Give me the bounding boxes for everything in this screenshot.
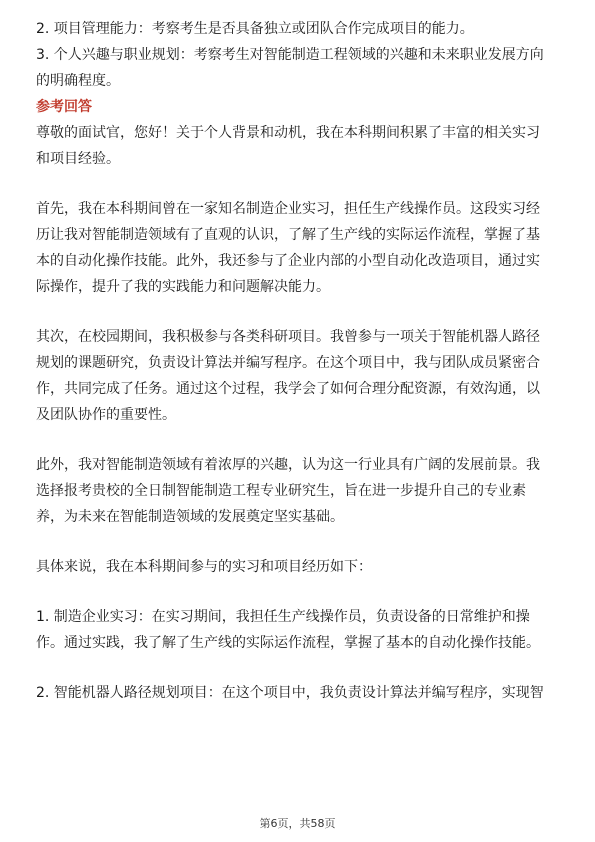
paragraph-line: 首先，我在本科期间曾在一家知名制造企业实习，担任生产线操作员。这段实习经 <box>36 201 540 217</box>
paragraph-line: 本的自动化操作技能。此外，我还参与了企业内部的小型自动化改造项目，通过实 <box>36 253 540 269</box>
paragraph-gap <box>36 656 576 680</box>
paragraph-gap <box>36 530 576 554</box>
paragraph-line: 选择报考贵校的全日制智能制造工程专业研究生，旨在进一步提升自己的专业素 <box>36 483 526 499</box>
paragraph-line: 及团队协作的重要性。 <box>36 407 176 423</box>
paragraph-research <box>36 324 576 428</box>
document-page <box>36 16 576 706</box>
paragraph-interest <box>36 452 576 530</box>
paragraph-line: 尊敬的面试官，您好！关于个人背景和动机，我在本科期间积累了丰富的相关实习 <box>36 125 540 141</box>
paragraph-gap <box>36 172 576 196</box>
paragraph-line: 其次，在校园期间，我积极参与各类科研项目。我曾参与一项关于智能机器人路径 <box>36 329 540 345</box>
paragraph-gap <box>36 300 576 324</box>
experience-item-1 <box>36 604 576 656</box>
paragraph-line: 具体来说，我在本科期间参与的实习和项目经历如下： <box>36 559 372 575</box>
paragraph-line: 历让我对智能制造领域有了直观的认识，了解了生产线的实际运作流程，掌握了基 <box>36 227 540 243</box>
paragraph-internship <box>36 196 576 300</box>
criteria-list <box>36 16 576 94</box>
paragraph-line: 规划的课题研究，负责设计算法并编写程序。在这个项目中，我与团队成员紧密合 <box>36 355 540 371</box>
paragraph-line: 作，共同完成了任务。通过这个过程，我学会了如何合理分配资源，有效沟通，以 <box>36 381 540 397</box>
page-number: 第6页，共58页 <box>259 817 336 830</box>
criteria-item-3: 3. 个人兴趣与职业规划：考察考生对智能制造工程领域的兴趣和未来职业发展方向 <box>36 47 544 63</box>
paragraph-line: 和项目经验。 <box>36 151 120 167</box>
paragraph-summary <box>36 554 576 580</box>
experience-item-2 <box>36 680 576 706</box>
paragraph-line: 际操作，提升了我的实践能力和问题解决能力。 <box>36 279 330 295</box>
paragraph-line: 此外，我对智能制造领域有着浓厚的兴趣，认为这一行业具有广阔的发展前景。我 <box>36 457 540 473</box>
paragraph-gap <box>36 580 576 604</box>
paragraph-line: 养，为未来在智能制造领域的发展奠定坚实基础。 <box>36 509 344 525</box>
paragraph-line: 1. 制造企业实习：在实习期间，我担任生产线操作员，负责设备的日常维护和操 <box>36 609 530 625</box>
paragraph-line: 2. 智能机器人路径规划项目：在这个项目中，我负责设计算法并编写程序，实现智 <box>36 685 544 701</box>
paragraph-line: 作。通过实践，我了解了生产线的实际运作流程，掌握了基本的自动化操作技能。 <box>36 635 540 651</box>
criteria-item-2: 2. 项目管理能力：考察考生是否具备独立或团队合作完成项目的能力。 <box>36 21 474 37</box>
criteria-item-3-cont: 的明确程度。 <box>36 73 120 89</box>
intro-paragraph <box>36 120 576 172</box>
paragraph-gap <box>36 428 576 452</box>
section-title: 参考回答 <box>36 99 92 115</box>
